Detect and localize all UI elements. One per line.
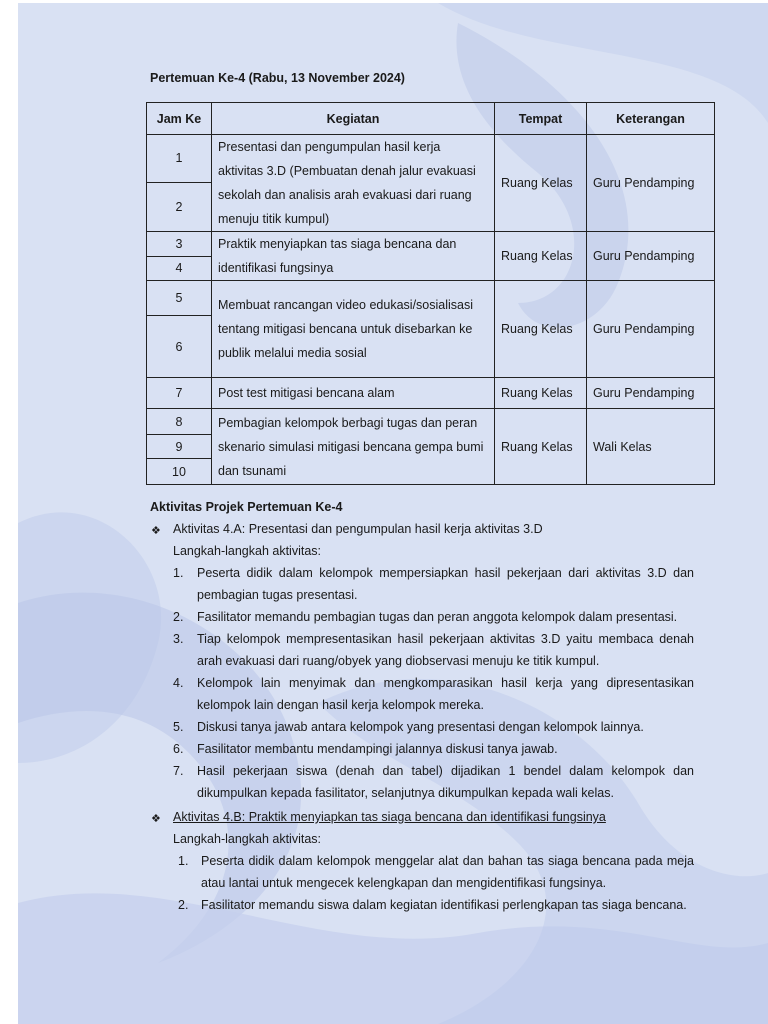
table-row — [147, 378, 715, 409]
step-text: Fasilitator memandu siswa dalam kegiatan identifikasi perlengkapan tas siaga bencana. — [201, 898, 687, 912]
step-number: 3. — [173, 632, 184, 646]
table-row — [147, 281, 715, 316]
header-kegiatan: Kegiatan — [212, 103, 495, 135]
activity-heading: Aktivitas 4.A: Presentasi dan pengumpulan hasil kerja aktivitas 3.D — [173, 522, 543, 536]
jam-cell: 5 — [147, 281, 212, 316]
tempat-cell: Ruang Kelas — [495, 135, 587, 232]
step-text: Kelompok lain menyimak dan mengkomparasikan hasil kerja yang dipresentasikan kelompok lain dengan hasil kerja kelompok mereka. — [197, 676, 694, 712]
jam-cell: 8 — [147, 409, 212, 435]
jam-cell: 1 — [147, 135, 212, 183]
keterangan-cell: Guru Pendamping — [587, 378, 715, 409]
jam-cell: 6 — [147, 316, 212, 378]
step-text: Hasil pekerjaan siswa (denah dan tabel) dijadikan 1 bendel dalam kelompok dan dikumpulkan kepada fasilitator, selanjutnya dikumpulkan kepada wali kelas. — [197, 764, 694, 800]
step-number: 1. — [178, 854, 189, 868]
document-page — [18, 3, 768, 1024]
jam-cell: 3 — [147, 232, 212, 257]
table-header-row — [147, 103, 715, 135]
step-number: 1. — [173, 566, 184, 580]
kegiatan-cell: Pembagian kelompok berbagi tugas dan peran skenario simulasi mitigasi bencana gempa bumi dan tsunami — [212, 409, 495, 485]
step-text: Fasilitator membantu mendampingi jalannya diskusi tanya jawab. — [197, 742, 558, 756]
step-text: Peserta didik dalam kelompok mempersiapkan hasil pekerjaan dari aktivitas 3.D dan pembagian tugas presentasi. — [197, 566, 694, 602]
step-text: Tiap kelompok mempresentasikan hasil pekerjaan aktivitas 3.D yaitu membaca denah arah evakuasi dari ruang/obyek yang diobservasi menuju ke titik kumpul. — [197, 632, 694, 668]
jam-cell: 9 — [147, 435, 212, 459]
step-number: 4. — [173, 676, 184, 690]
steps-label: Langkah-langkah aktivitas: — [173, 832, 322, 846]
step-number: 2. — [178, 898, 189, 912]
jam-cell: 10 — [147, 459, 212, 485]
activity-heading: Aktivitas 4.B: Praktik menyiapkan tas siaga bencana dan identifikasi fungsinya — [173, 810, 606, 824]
keterangan-cell: Guru Pendamping — [587, 232, 715, 281]
jam-cell: 4 — [147, 256, 212, 281]
jam-cell: 7 — [147, 378, 212, 409]
steps-label: Langkah-langkah aktivitas: — [173, 544, 322, 558]
keterangan-cell: Guru Pendamping — [587, 281, 715, 378]
header-keterangan: Keterangan — [587, 103, 715, 135]
jam-cell: 2 — [147, 182, 212, 231]
table-row — [147, 135, 715, 183]
meeting-title: Pertemuan Ke-4 (Rabu, 13 November 2024) — [150, 71, 405, 85]
tempat-cell: Ruang Kelas — [495, 409, 587, 485]
table-row — [147, 232, 715, 257]
kegiatan-cell: Praktik menyiapkan tas siaga bencana dan identifikasi fungsinya — [212, 232, 495, 281]
step-number: 5. — [173, 720, 184, 734]
header-tempat: Tempat — [495, 103, 587, 135]
step-text: Diskusi tanya jawab antara kelompok yang presentasi dengan kelompok lainnya. — [197, 720, 644, 734]
table-row — [147, 409, 715, 435]
kegiatan-cell: Post test mitigasi bencana alam — [212, 378, 495, 409]
kegiatan-cell: Presentasi dan pengumpulan hasil kerja aktivitas 3.D (Pembuatan denah jalur evakuasi sekolah dan analisis arah evakuasi dari ruang menuju titik kumpul) — [212, 135, 495, 232]
tempat-cell: Ruang Kelas — [495, 281, 587, 378]
header-jam-ke: Jam Ke — [147, 103, 212, 135]
tempat-cell: Ruang Kelas — [495, 232, 587, 281]
step-text: Peserta didik dalam kelompok menggelar alat dan bahan tas siaga bencana pada meja atau lantai untuk mengecek kelengkapan dan mengidentifikasi fungsinya. — [201, 854, 694, 890]
keterangan-cell: Wali Kelas — [587, 409, 715, 485]
step-number: 2. — [173, 610, 184, 624]
keterangan-cell: Guru Pendamping — [587, 135, 715, 232]
tempat-cell: Ruang Kelas — [495, 378, 587, 409]
kegiatan-cell: Membuat rancangan video edukasi/sosialisasi tentang mitigasi bencana untuk disebarkan ke publik melalui media sosial — [212, 281, 495, 378]
document-content — [18, 3, 768, 1024]
step-text: Fasilitator memandu pembagian tugas dan peran anggota kelompok dalam presentasi. — [197, 610, 678, 624]
step-number: 6. — [173, 742, 184, 756]
schedule-table — [146, 102, 715, 485]
diamond-bullet-icon: ❖ — [151, 525, 161, 537]
diamond-bullet-icon: ❖ — [151, 813, 161, 825]
step-number: 7. — [173, 764, 184, 778]
section-title: Aktivitas Projek Pertemuan Ke-4 — [150, 500, 343, 514]
